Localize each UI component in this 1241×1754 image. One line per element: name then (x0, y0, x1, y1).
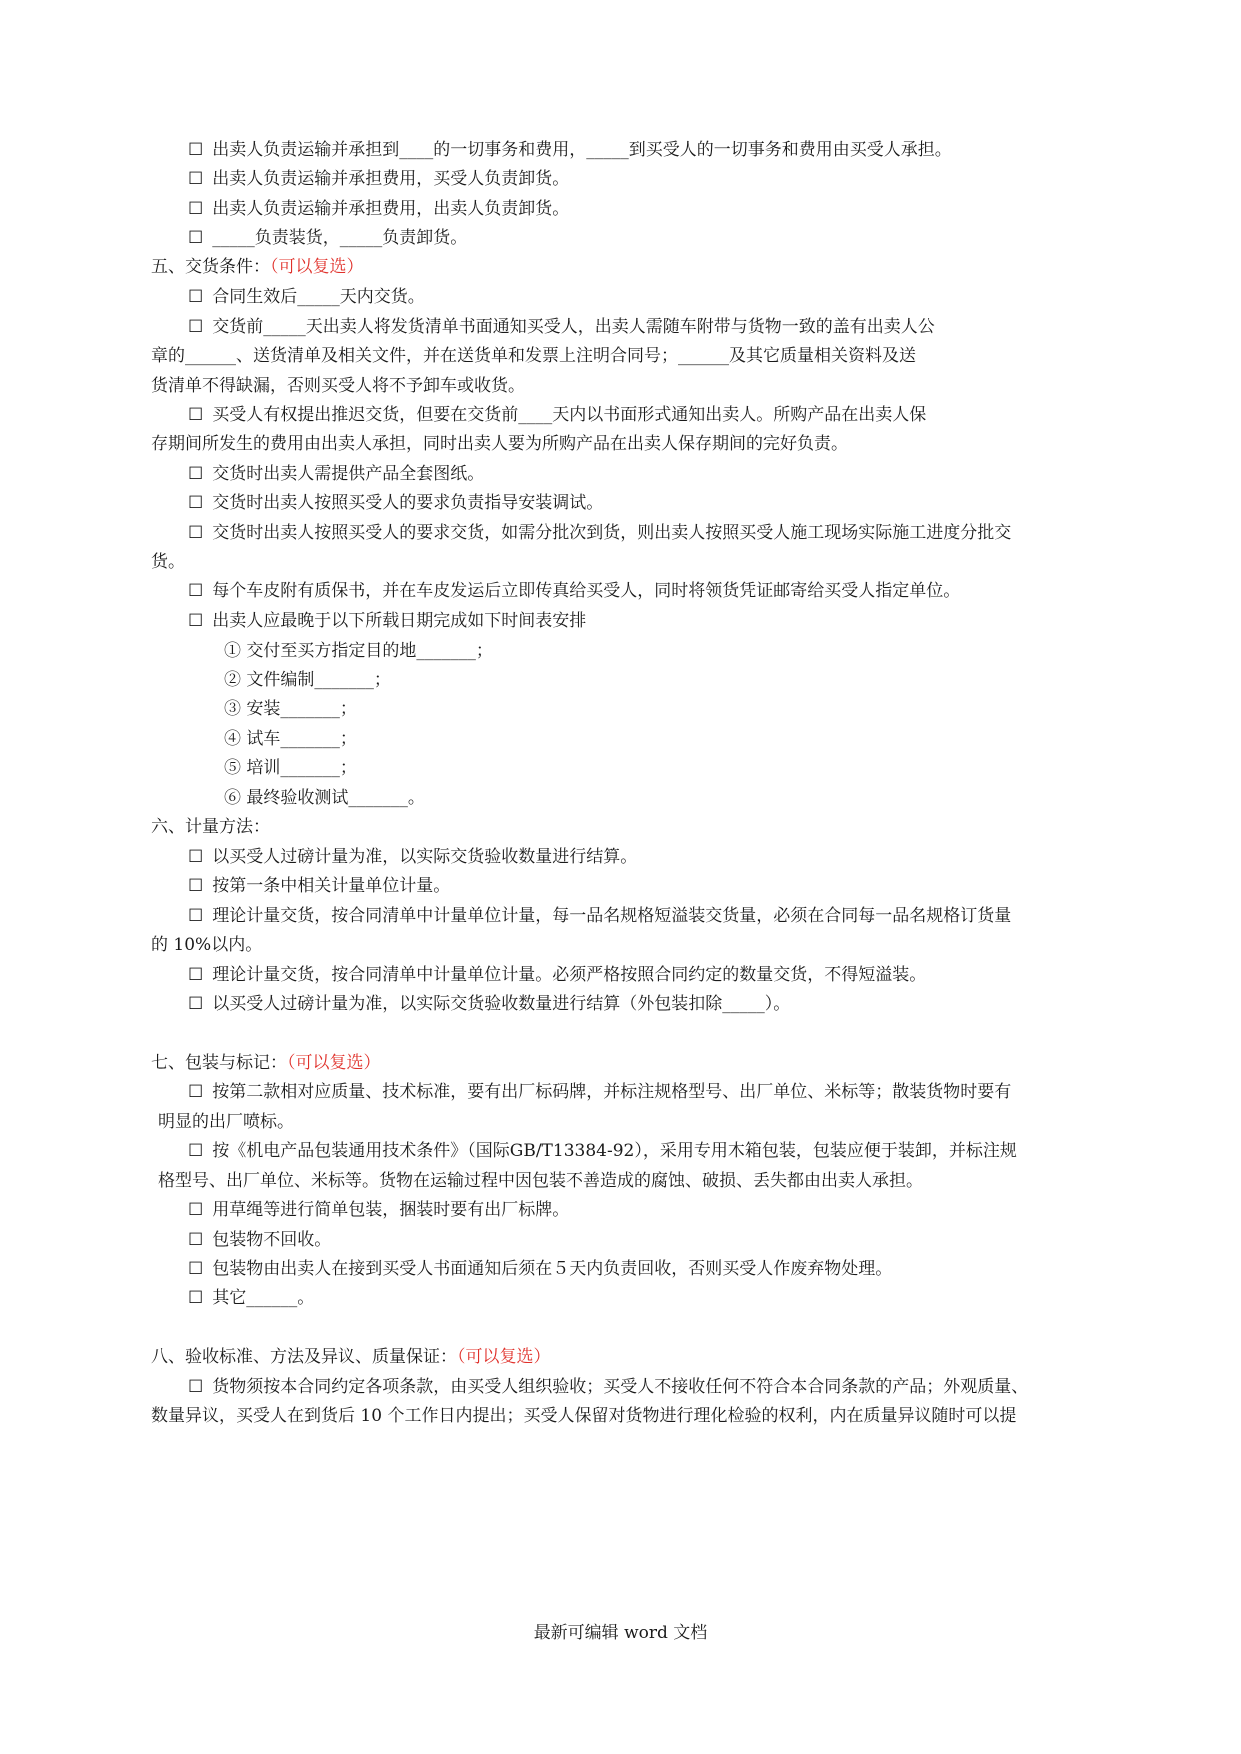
checkbox-icon[interactable]: ☐ (188, 1230, 204, 1250)
section-heading-acceptance: 八、验收标准、方法及异议、质量保证：（可以复选） (151, 1347, 551, 1367)
checkbox-icon[interactable]: ☐ (188, 1141, 204, 1161)
list-item: ☐ 买受人有权提出推迟交货，但要在交货前____天内以书面形式通知出卖人。所购产品在出卖人保 (188, 405, 927, 425)
checkbox-icon[interactable]: ☐ (188, 317, 204, 337)
paragraph-line: 数量异议，买受人在到货后 10 个工作日内提出；买受人保留对货物进行理化检验的权利，内在质量异议随时可以提 (151, 1406, 1017, 1426)
schedule-item: ⑤ 培训_______； (224, 758, 357, 778)
schedule-item: ③ 安装_______； (224, 699, 357, 719)
checkbox-icon[interactable]: ☐ (188, 1082, 204, 1102)
list-item: ☐ 交货前_____天出卖人将发货清单书面通知买受人，出卖人需随车附带与货物一致的盖有出卖人公 (188, 317, 935, 337)
schedule-item: ① 交付至买方指定目的地_______； (224, 641, 493, 661)
checkbox-icon[interactable]: ☐ (188, 228, 204, 248)
checkbox-icon[interactable]: ☐ (188, 199, 204, 219)
checkbox-icon[interactable]: ☐ (188, 847, 204, 867)
list-item: ☐ 理论计量交货，按合同清单中计量单位计量。必须严格按照合同约定的数量交货，不得短溢装。 (188, 965, 927, 985)
list-item: ☐ 合同生效后_____天内交货。 (188, 287, 425, 307)
checkbox-icon[interactable]: ☐ (188, 1200, 204, 1220)
paragraph-line: 明显的出厂喷标。 (158, 1112, 294, 1132)
multi-select-note: （可以复选） (270, 257, 364, 277)
schedule-item: ② 文件编制_______； (224, 670, 391, 690)
list-item: ☐ 按《机电产品包装通用技术条件》（国际GB/T13384-92），采用专用木箱包装，包装应便于装卸，并标注规 (188, 1141, 1017, 1161)
list-item: ☐ 出卖人负责运输并承担费用，出卖人负责卸货。 (188, 199, 570, 219)
list-item: ☐ 每个车皮附有质保书，并在车皮发运后立即传真给买受人，同时将领货凭证邮寄给买受人指定单位。 (188, 581, 961, 601)
list-item: ☐ 交货时出卖人按照买受人的要求交货，如需分批次到货，则出卖人按照买受人施工现场实际施工进度分批交 (188, 523, 1012, 543)
checkbox-icon[interactable]: ☐ (188, 523, 204, 543)
checkbox-icon[interactable]: ☐ (188, 611, 204, 631)
section-heading-packaging: 七、包装与标记：（可以复选） (151, 1053, 381, 1073)
checkbox-icon[interactable]: ☐ (188, 906, 204, 926)
checkbox-icon[interactable]: ☐ (188, 1288, 204, 1308)
multi-select-note: （可以复选） (287, 1053, 381, 1073)
checkbox-icon[interactable]: ☐ (188, 287, 204, 307)
checkbox-icon[interactable]: ☐ (188, 581, 204, 601)
page-footer: 最新可编辑 word 文档 (533, 1623, 708, 1643)
paragraph-line: 货清单不得缺漏，否则买受人将不予卸车或收货。 (151, 376, 525, 396)
paragraph-line: 货。 (151, 552, 185, 572)
paragraph-line: 格型号、出厂单位、米标等。货物在运输过程中因包装不善造成的腐蚀、破损、丢失都由出卖人承担。 (158, 1171, 923, 1191)
section-heading-delivery: 五、交货条件：（可以复选） (151, 257, 364, 277)
list-item: ☐ 交货时出卖人按照买受人的要求负责指导安装调试。 (188, 493, 604, 513)
checkbox-icon[interactable]: ☐ (188, 464, 204, 484)
list-item: ☐ 理论计量交货，按合同清单中计量单位计量，每一品名规格短溢装交货量，必须在合同每一品名规格订货量 (188, 906, 1012, 926)
list-item: ☐ 包装物由出卖人在接到买受人书面通知后须在５天内负责回收，否则买受人作废弃物处理。 (188, 1259, 893, 1279)
checkbox-icon[interactable]: ☐ (188, 994, 204, 1014)
paragraph-line: 章的______、送货清单及相关文件，并在送货单和发票上注明合同号；______及其它质量相关资料及送 (151, 346, 916, 366)
schedule-item: ④ 试车_______； (224, 729, 357, 749)
list-item: ☐ 用草绳等进行简单包装，捆装时要有出厂标牌。 (188, 1200, 570, 1220)
list-item: ☐ 以买受人过磅计量为准，以实际交货验收数量进行结算（外包装扣除_____）。 (188, 994, 791, 1014)
checkbox-icon[interactable]: ☐ (188, 405, 204, 425)
checkbox-icon[interactable]: ☐ (188, 876, 204, 896)
list-item: ☐ 出卖人负责运输并承担费用，买受人负责卸货。 (188, 169, 570, 189)
list-item: ☐ 交货时出卖人需提供产品全套图纸。 (188, 464, 485, 484)
multi-select-note: （可以复选） (457, 1347, 551, 1367)
list-item: ☐ _____负责装货，_____负责卸货。 (188, 228, 468, 248)
checkbox-icon[interactable]: ☐ (188, 1259, 204, 1279)
section-heading-measurement: 六、计量方法： (151, 817, 270, 837)
list-item: ☐ 按第二款相对应质量、技术标准，要有出厂标码牌，并标注规格型号、出厂单位、米标等；散装货物时要有 (188, 1082, 1012, 1102)
checkbox-icon[interactable]: ☐ (188, 1377, 204, 1397)
list-item: ☐ 包装物不回收。 (188, 1230, 332, 1250)
checkbox-icon[interactable]: ☐ (188, 140, 204, 160)
checkbox-icon[interactable]: ☐ (188, 169, 204, 189)
list-item: ☐ 以买受人过磅计量为准，以实际交货验收数量进行结算。 (188, 847, 638, 867)
schedule-item: ⑥ 最终验收测试_______。 (224, 788, 425, 808)
list-item: ☐ 其它______。 (188, 1288, 315, 1308)
list-item: ☐ 货物须按本合同约定各项条款，由买受人组织验收；买受人不接收任何不符合本合同条款的产品；外观质量、 (188, 1377, 1029, 1397)
paragraph-line: 的 10%以内。 (151, 935, 263, 955)
paragraph-line: 存期间所发生的费用由出卖人承担，同时出卖人要为所购产品在出卖人保存期间的完好负责。 (151, 434, 848, 454)
list-item: ☐ 出卖人负责运输并承担到____的一切事务和费用，_____到买受人的一切事务和费用由买受人承担。 (188, 140, 952, 160)
list-item: ☐ 出卖人应最晚于以下所载日期完成如下时间表安排 (188, 611, 587, 631)
checkbox-icon[interactable]: ☐ (188, 493, 204, 513)
list-item: ☐ 按第一条中相关计量单位计量。 (188, 876, 451, 896)
checkbox-icon[interactable]: ☐ (188, 965, 204, 985)
